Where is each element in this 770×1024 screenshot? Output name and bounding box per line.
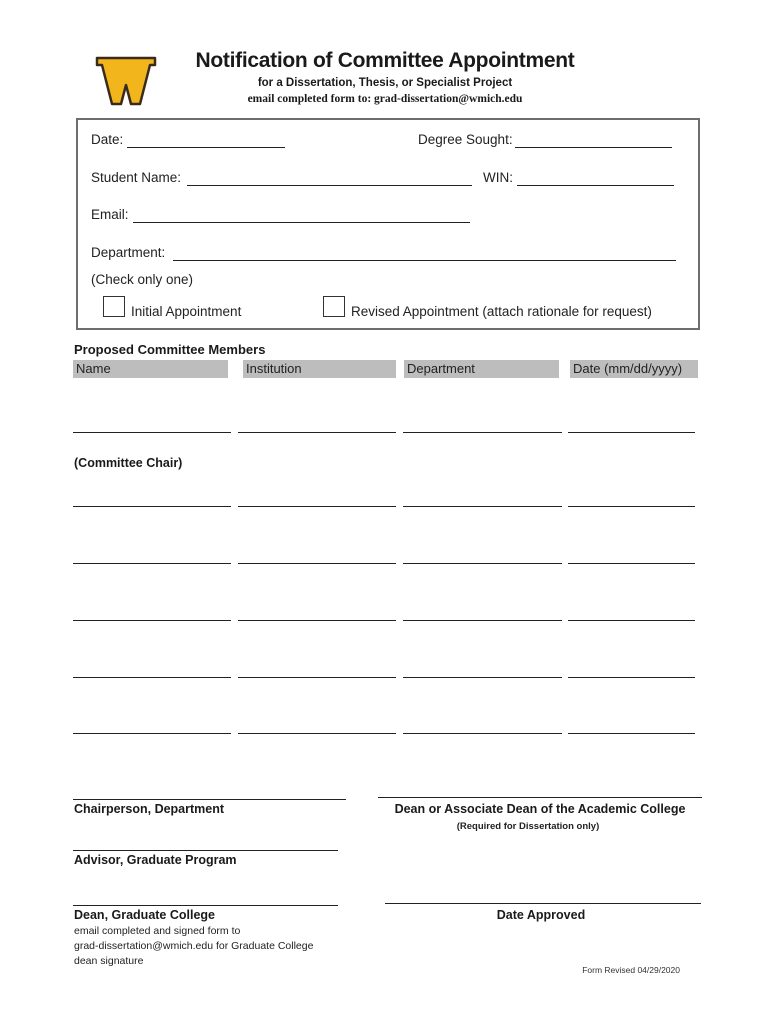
date-approved-label: Date Approved bbox=[496, 908, 586, 922]
dean-grad-signature-line[interactable] bbox=[73, 905, 338, 906]
committee-row-2-name-field[interactable] bbox=[73, 506, 231, 507]
revised-appointment-checkbox[interactable] bbox=[323, 296, 345, 317]
committee-row-1-institution-field[interactable] bbox=[238, 432, 396, 433]
committee-row-6-department-field[interactable] bbox=[403, 733, 562, 734]
initial-appointment-label: Initial Appointment bbox=[131, 304, 242, 319]
win-label: WIN: bbox=[483, 170, 513, 185]
department-field[interactable] bbox=[173, 260, 676, 261]
committee-row-4-date-field[interactable] bbox=[568, 620, 695, 621]
student-name-label: Student Name: bbox=[91, 170, 182, 185]
committee-row-4-department-field[interactable] bbox=[403, 620, 562, 621]
win-field[interactable] bbox=[517, 185, 674, 186]
dean-college-label: Dean or Associate Dean of the Academic College bbox=[394, 802, 686, 816]
email-label: Email: bbox=[91, 207, 129, 222]
student-name-field[interactable] bbox=[187, 185, 472, 186]
committee-row-4-institution-field[interactable] bbox=[238, 620, 396, 621]
revised-appointment-label: Revised Appointment (attach rationale for request) bbox=[351, 304, 652, 319]
dean-college-note: (Required for Dissertation only) bbox=[456, 821, 600, 832]
column-header-name: Name bbox=[73, 360, 228, 378]
student-info-box bbox=[76, 118, 700, 330]
column-header-department: Department bbox=[404, 360, 559, 378]
check-instruction: (Check only one) bbox=[91, 272, 194, 287]
committee-chair-label: (Committee Chair) bbox=[74, 456, 183, 470]
committee-row-3-institution-field[interactable] bbox=[238, 563, 396, 564]
column-header-institution: Institution bbox=[243, 360, 396, 378]
committee-row-6-date-field[interactable] bbox=[568, 733, 695, 734]
advisor-signature-line[interactable] bbox=[73, 850, 338, 851]
footer-note-line-1: email completed and signed form to bbox=[74, 925, 241, 937]
degree-field[interactable] bbox=[515, 147, 672, 148]
committee-row-2-department-field[interactable] bbox=[403, 506, 562, 507]
committee-row-3-name-field[interactable] bbox=[73, 563, 231, 564]
committee-row-3-department-field[interactable] bbox=[403, 563, 562, 564]
committee-row-5-institution-field[interactable] bbox=[238, 677, 396, 678]
committee-row-5-date-field[interactable] bbox=[568, 677, 695, 678]
email-field[interactable] bbox=[133, 222, 470, 223]
committee-row-2-date-field[interactable] bbox=[568, 506, 695, 507]
dean-grad-label: Dean, Graduate College bbox=[74, 908, 216, 922]
committee-row-1-name-field[interactable] bbox=[73, 432, 231, 433]
committee-row-4-name-field[interactable] bbox=[73, 620, 231, 621]
degree-label: Degree Sought: bbox=[418, 132, 513, 147]
committee-row-1-department-field[interactable] bbox=[403, 432, 562, 433]
chair-dept-signature-line[interactable] bbox=[73, 799, 346, 800]
committee-row-6-institution-field[interactable] bbox=[238, 733, 396, 734]
email-instruction: email completed form to: grad-dissertation@wmich.edu bbox=[247, 93, 523, 105]
committee-row-2-institution-field[interactable] bbox=[238, 506, 396, 507]
committee-row-3-date-field[interactable] bbox=[568, 563, 695, 564]
date-label: Date: bbox=[91, 132, 124, 147]
committee-row-5-name-field[interactable] bbox=[73, 677, 231, 678]
form-subtitle: for a Dissertation, Thesis, or Specialist Project bbox=[257, 77, 513, 89]
form-revision: Form Revised 04/29/2020 bbox=[582, 965, 680, 975]
column-header-date: Date (mm/dd/yyyy) bbox=[570, 360, 698, 378]
date-approved-line[interactable] bbox=[385, 903, 701, 904]
chair-dept-label: Chairperson, Department bbox=[74, 802, 225, 816]
dean-college-signature-line[interactable] bbox=[378, 797, 702, 798]
proposed-members-title: Proposed Committee Members bbox=[74, 342, 266, 357]
advisor-label: Advisor, Graduate Program bbox=[74, 853, 237, 867]
footer-note-line-3: dean signature bbox=[74, 955, 144, 967]
committee-row-6-name-field[interactable] bbox=[73, 733, 231, 734]
department-label: Department: bbox=[91, 245, 166, 260]
date-field[interactable] bbox=[127, 147, 285, 148]
footer-note-line-2: grad-dissertation@wmich.edu for Graduate College bbox=[74, 940, 314, 952]
initial-appointment-checkbox[interactable] bbox=[103, 296, 125, 317]
committee-row-5-department-field[interactable] bbox=[403, 677, 562, 678]
form-title: Notification of Committee Appointment bbox=[195, 49, 575, 72]
committee-row-1-date-field[interactable] bbox=[568, 432, 695, 433]
